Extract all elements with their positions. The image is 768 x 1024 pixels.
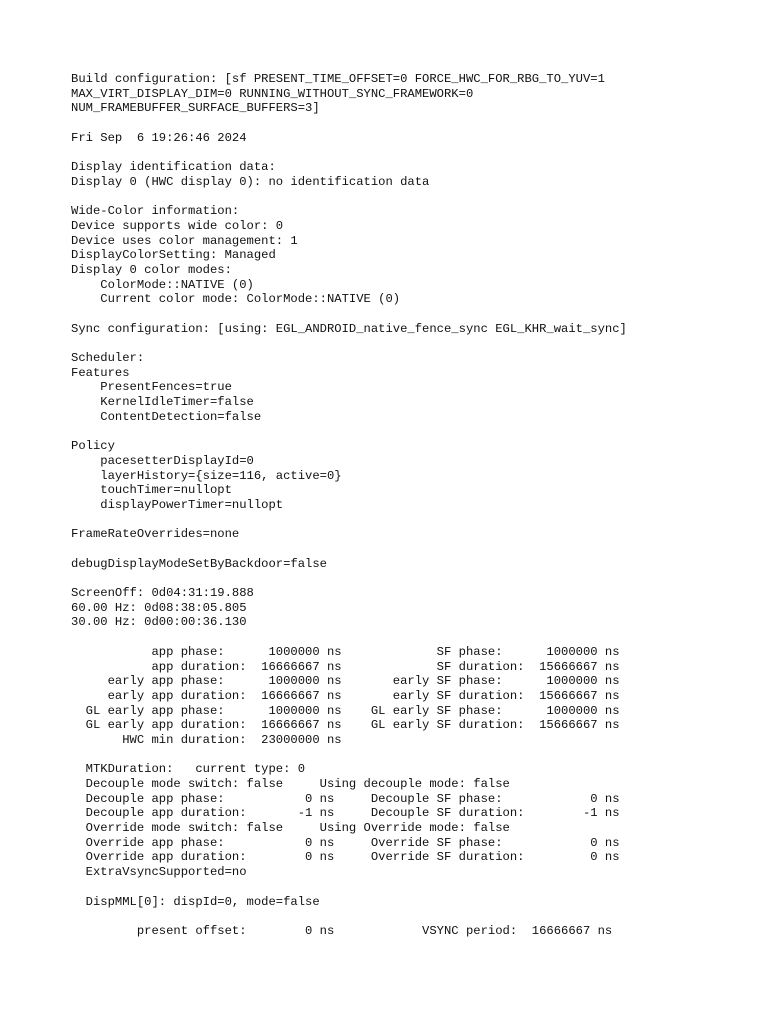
text-line: Sync configuration: [using: EGL_ANDROID_native_fence_sync EGL_KHR_wait_sync] xyxy=(71,321,627,336)
text-line: app duration: 16666667 ns SF duration: 15666667 ns xyxy=(71,659,620,674)
text-line: NUM_FRAMEBUFFER_SURFACE_BUFFERS=3] xyxy=(71,101,320,116)
text-line: Decouple app phase: 0 ns Decouple SF phase: 0 ns xyxy=(71,791,620,806)
text-line: Build configuration: [sf PRESENT_TIME_OFFSET=0 FORCE_HWC_FOR_RBG_TO_YUV=1 xyxy=(71,72,605,86)
text-line: HWC min duration: 23000000 ns xyxy=(71,732,342,747)
text-line: ColorMode::NATIVE (0) xyxy=(71,277,254,292)
text-line: Scheduler: xyxy=(71,351,145,366)
text-line: Device supports wide color: 0 xyxy=(71,218,284,233)
text-line: debugDisplayModeSetByBackdoor=false xyxy=(71,556,327,571)
text-line: FrameRateOverrides=none xyxy=(71,527,240,542)
text-line: Wide-Color information: xyxy=(71,204,240,219)
text-line xyxy=(71,307,748,322)
text-line xyxy=(71,116,748,131)
text-line: Decouple app duration: -1 ns Decouple SF duration: -1 ns xyxy=(71,806,620,821)
text-line: Display identification data: xyxy=(71,160,276,175)
text-line: early app phase: 1000000 ns early SF phase: 1000000 ns xyxy=(71,674,620,689)
text-line xyxy=(71,571,748,586)
dumpsys-text-document xyxy=(71,72,748,939)
text-line: Fri Sep 6 19:26:46 2024 xyxy=(71,130,247,145)
text-line: early app duration: 16666667 ns early SF duration: 15666667 ns xyxy=(71,688,620,703)
text-line xyxy=(71,336,748,351)
text-line: present offset: 0 ns VSYNC period: 16666667 ns xyxy=(71,923,613,938)
text-line: MTKDuration: current type: 0 xyxy=(71,762,306,777)
text-line: GL early app duration: 16666667 ns GL early SF duration: 15666667 ns xyxy=(71,718,620,733)
text-line xyxy=(71,513,748,528)
text-line: 30.00 Hz: 0d00:00:36.130 xyxy=(71,615,247,630)
text-line: GL early app phase: 1000000 ns GL early SF phase: 1000000 ns xyxy=(71,703,620,718)
text-line xyxy=(71,880,748,895)
text-line: Policy xyxy=(71,439,115,454)
text-line: Device uses color management: 1 xyxy=(71,233,298,248)
text-line xyxy=(71,190,748,205)
text-line: Display 0 (HWC display 0): no identification data xyxy=(71,174,430,189)
text-line xyxy=(71,145,748,160)
text-line: PresentFences=true xyxy=(71,380,232,395)
text-line: DispMML[0]: dispId=0, mode=false xyxy=(71,894,320,909)
text-line xyxy=(71,909,748,924)
text-line: MAX_VIRT_DISPLAY_DIM=0 RUNNING_WITHOUT_SYNC_FRAMEWORK=0 xyxy=(71,86,474,101)
text-line xyxy=(71,425,748,440)
text-line: ScreenOff: 0d04:31:19.888 xyxy=(71,586,254,601)
text-line: Override mode switch: false Using Override mode: false xyxy=(71,821,510,836)
text-line: app phase: 1000000 ns SF phase: 1000000 ns xyxy=(71,644,620,659)
text-line: displayPowerTimer=nullopt xyxy=(71,497,284,512)
text-line: pacesetterDisplayId=0 xyxy=(71,453,254,468)
text-line: 60.00 Hz: 0d08:38:05.805 xyxy=(71,600,247,615)
text-line: KernelIdleTimer=false xyxy=(71,395,254,410)
text-line xyxy=(71,748,748,763)
text-line: Override app duration: 0 ns Override SF duration: 0 ns xyxy=(71,850,620,865)
text-line: Display 0 color modes: xyxy=(71,262,232,277)
text-line: ContentDetection=false xyxy=(71,409,262,424)
text-line: Features xyxy=(71,365,130,380)
text-line: Override app phase: 0 ns Override SF phase: 0 ns xyxy=(71,835,620,850)
text-line: layerHistory={size=116, active=0} xyxy=(71,468,342,483)
text-line xyxy=(71,542,748,557)
text-line: Current color mode: ColorMode::NATIVE (0) xyxy=(71,292,401,307)
text-line: DisplayColorSetting: Managed xyxy=(71,248,276,263)
text-line: Decouple mode switch: false Using decouple mode: false xyxy=(71,777,510,791)
text-line: touchTimer=nullopt xyxy=(71,483,232,498)
text-line: ExtraVsyncSupported=no xyxy=(71,865,247,880)
text-line xyxy=(71,630,748,645)
